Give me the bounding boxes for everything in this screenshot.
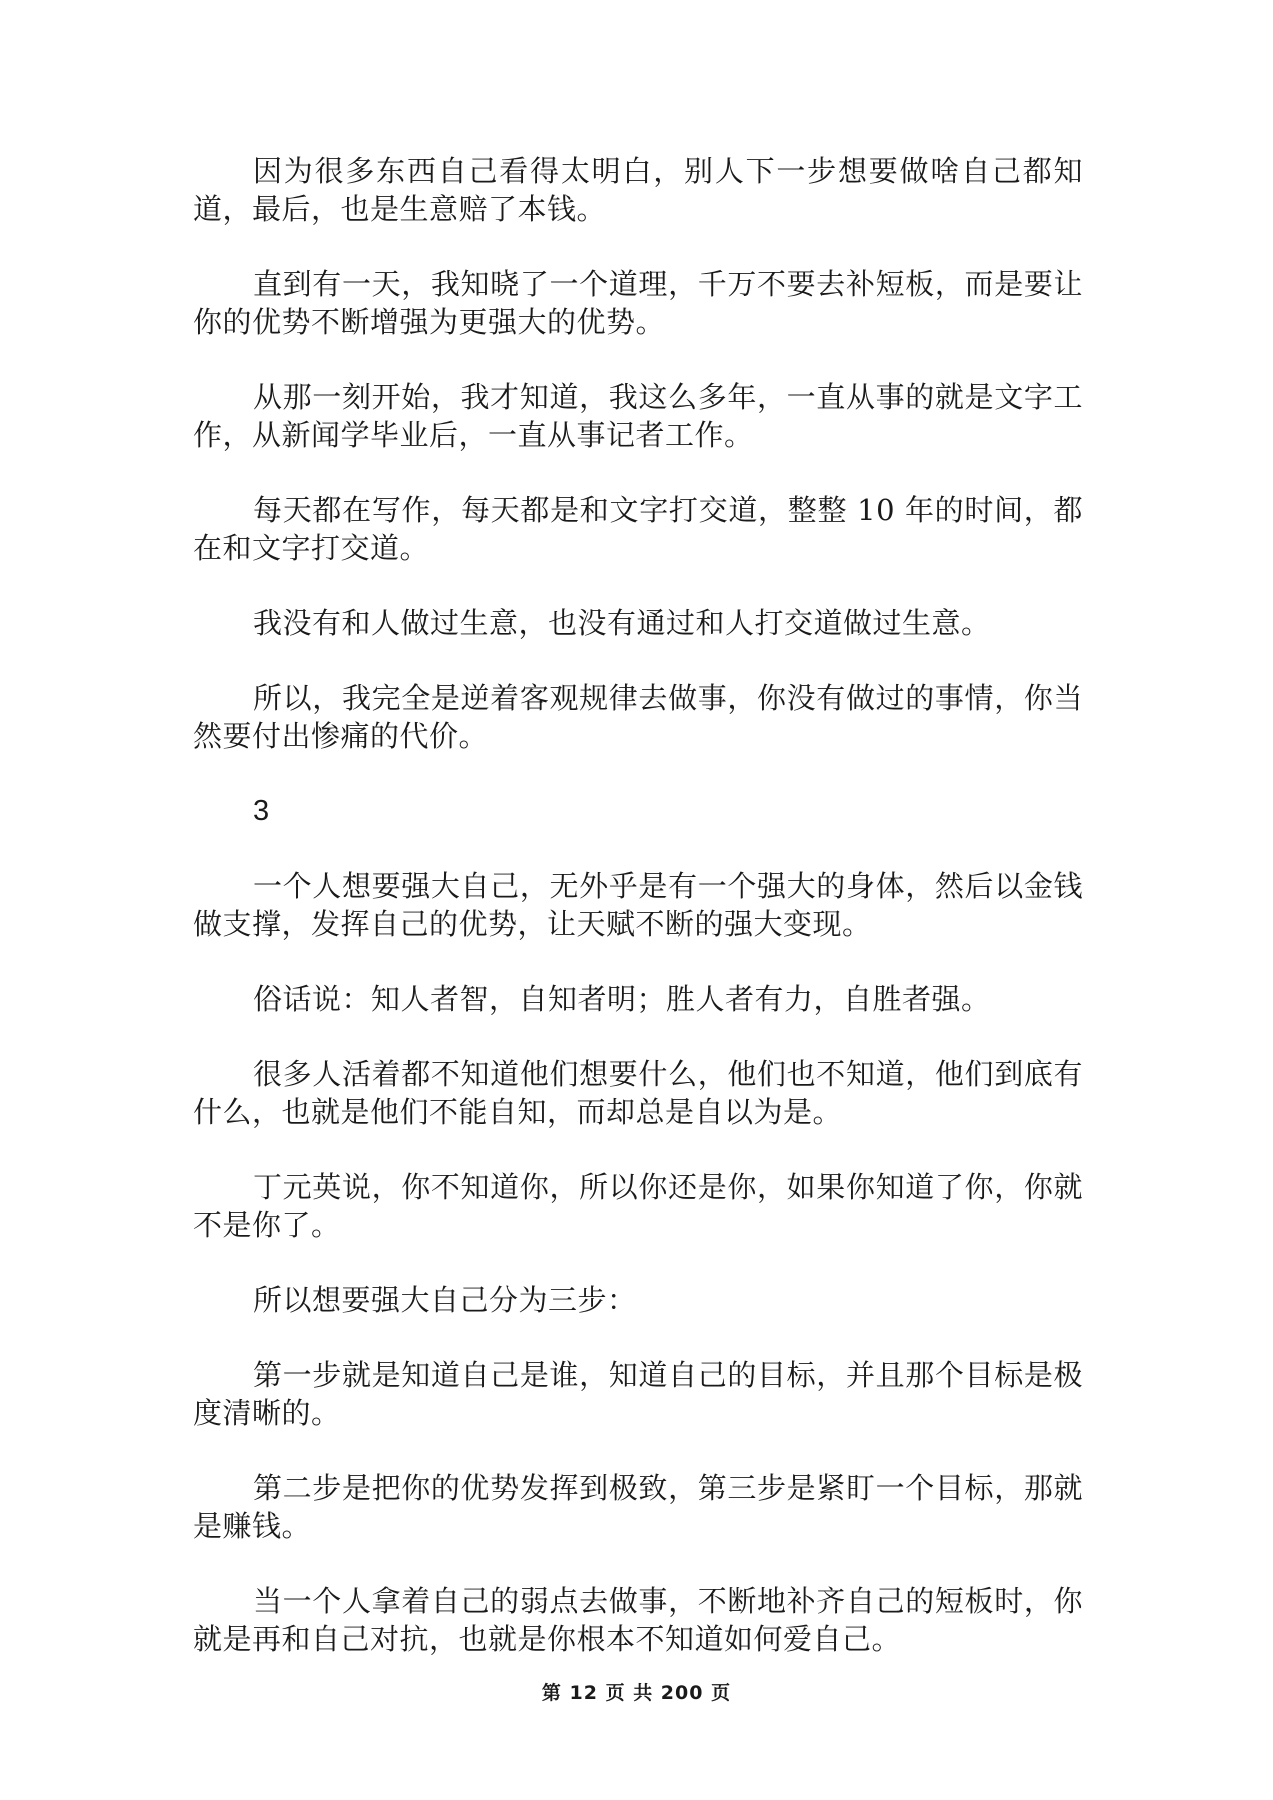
paragraph: 所以，我完全是逆着客观规律去做事，你没有做过的事情，你当然要付出惨痛的代价。	[193, 681, 1083, 753]
paragraph: 每天都在写作，每天都是和文字打交道，整整 10 年的时间，都在和文字打交道。	[193, 493, 1083, 565]
paragraph: 当一个人拿着自己的弱点去做事，不断地补齐自己的短板时，你就是再和自己对抗，也就是你根本不知道如何爱自己。	[193, 1584, 1083, 1656]
paragraph: 第二步是把你的优势发挥到极致，第三步是紧盯一个目标，那就是赚钱。	[193, 1471, 1083, 1543]
paragraph: 因为很多东西自己看得太明白，别人下一步想要做啥自己都知道，最后，也是生意赔了本钱。	[193, 154, 1083, 226]
page-number-label: 第 12 页 共 200 页	[541, 1682, 732, 1704]
paragraph: 我没有和人做过生意，也没有通过和人打交道做过生意。	[253, 606, 991, 640]
paragraph: 直到有一天，我知晓了一个道理，千万不要去补短板，而是要让你的优势不断增强为更强大的优势。	[193, 267, 1083, 339]
paragraph: 丁元英说，你不知道你，所以你还是你，如果你知道了你，你就不是你了。	[193, 1170, 1083, 1242]
paragraph: 俗话说：知人者智，自知者明；胜人者有力，自胜者强。	[253, 982, 991, 1016]
page-footer	[0, 1678, 1273, 1705]
paragraph: 从那一刻开始，我才知道，我这么多年，一直从事的就是文字工作，从新闻学毕业后，一直从事记者工作。	[193, 380, 1083, 452]
body-text	[193, 152, 1083, 1695]
paragraph: 很多人活着都不知道他们想要什么，他们也不知道，他们到底有什么，也就是他们不能自知，而却总是自以为是。	[193, 1057, 1083, 1129]
paragraph: 一个人想要强大自己，无外乎是有一个强大的身体，然后以金钱做支撑，发挥自己的优势，让天赋不断的强大变现。	[193, 869, 1083, 941]
section-number: 3	[253, 795, 270, 827]
paragraph: 第一步就是知道自己是谁，知道自己的目标，并且那个目标是极度清晰的。	[193, 1358, 1083, 1430]
paragraph: 所以想要强大自己分为三步：	[253, 1283, 637, 1317]
